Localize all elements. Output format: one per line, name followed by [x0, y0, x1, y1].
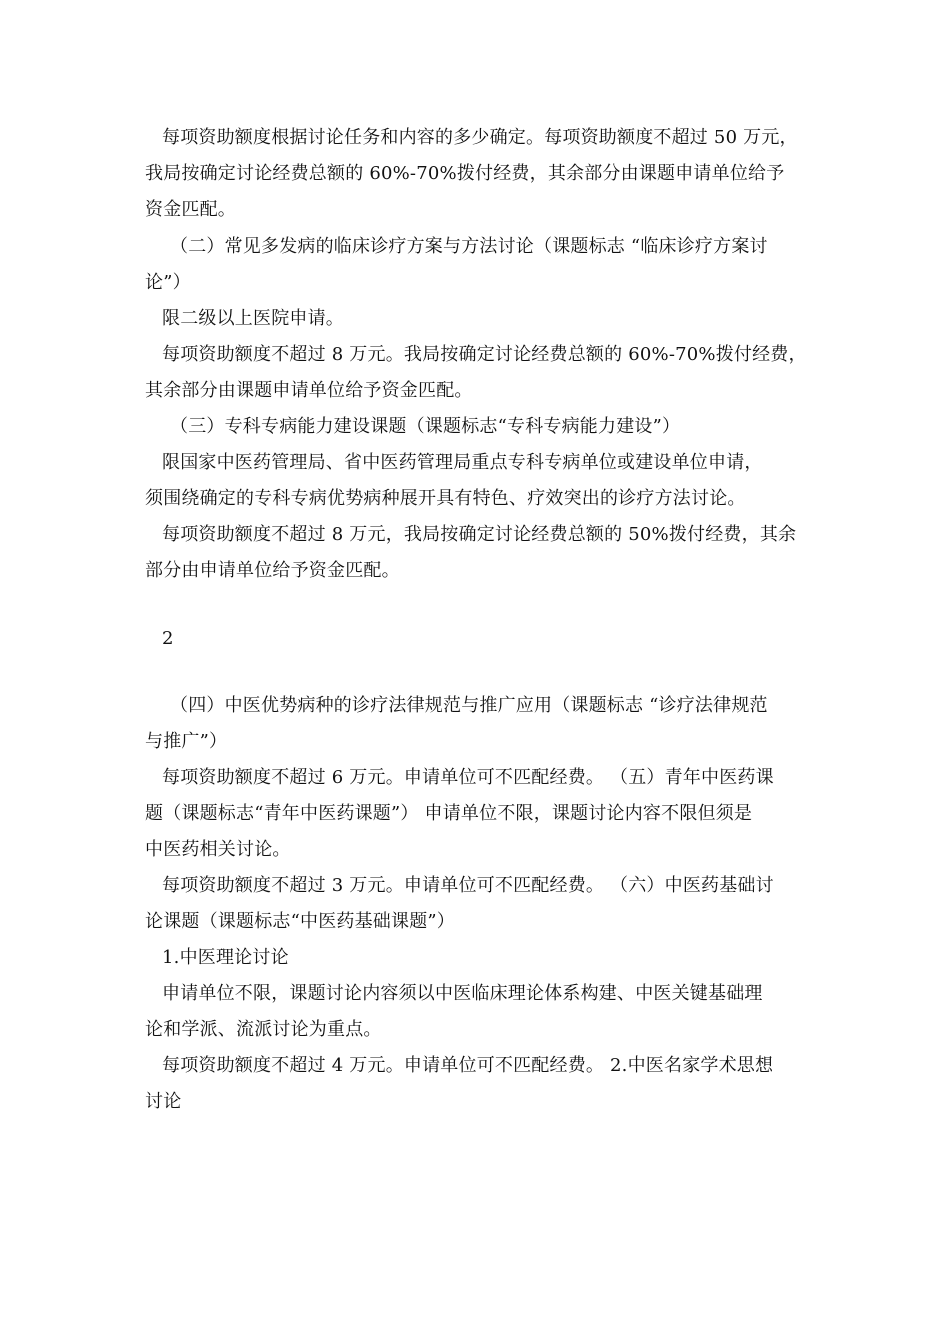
paragraph-line: 题（课题标志“青年中医药课题”） 申请单位不限，课题讨论内容不限但须是 [145, 803, 753, 824]
paragraph-line: 每项资助额度不超过 8 万元，我局按确定讨论经费总额的 50%拨付经费，其余 [162, 524, 797, 545]
paragraph-line: 每项资助额度不超过 3 万元。申请单位可不匹配经费。 （六）中医药基础讨 [162, 875, 774, 896]
paragraph-line: 每项资助额度不超过 8 万元。我局按确定讨论经费总额的 60%-70%拨付经费， [162, 344, 807, 365]
paragraph-line: 资金匹配。 [145, 199, 236, 220]
paragraph-line: 限二级以上医院申请。 [162, 308, 344, 329]
paragraph-line: 部分由申请单位给予资金匹配。 [145, 560, 400, 581]
paragraph-line: 我局按确定讨论经费总额的 60%-70%拨付经费，其余部分由课题申请单位给予 [145, 163, 785, 184]
paragraph-line: 其余部分由课题申请单位给予资金匹配。 [145, 380, 473, 401]
paragraph-line: 论和学派、流派讨论为重点。 [145, 1019, 382, 1040]
paragraph-line: 讨论 [145, 1091, 182, 1112]
paragraph-line: 每项资助额度不超过 6 万元。申请单位可不匹配经费。 （五）青年中医药课 [162, 767, 774, 788]
subsection-heading: 1.中医理论讨论 [162, 947, 289, 968]
paragraph-line: 每项资助额度不超过 4 万元。申请单位可不匹配经费。 2.中医名家学术思想 [162, 1055, 774, 1076]
paragraph-line: 须围绕确定的专科专病优势病种展开具有特色、疗效突出的诊疗方法讨论。 [145, 488, 746, 509]
section-heading-3: （三）专科专病能力建设课题（课题标志“专科专病能力建设”） [170, 416, 681, 437]
section-heading-2: （二）常见多发病的临床诊疗方案与方法讨论（课题标志 “临床诊疗方案讨 [170, 236, 768, 257]
paragraph-line: 限国家中医药管理局、省中医药管理局重点专科专病单位或建设单位申请， [162, 452, 763, 473]
paragraph-line: 申请单位不限，课题讨论内容须以中医临床理论体系构建、中医关键基础理 [162, 983, 763, 1004]
paragraph-line: 论”） [145, 272, 191, 293]
paragraph-line: 中医药相关讨论。 [145, 839, 291, 860]
section-heading-4: （四）中医优势病种的诊疗法律规范与推广应用（课题标志 “诊疗法律规范 [170, 695, 768, 716]
paragraph-line: 与推广”） [145, 731, 228, 752]
paragraph-line: 论课题（课题标志“中医药基础课题”） [145, 911, 456, 932]
paragraph-line: 每项资助额度根据讨论任务和内容的多少确定。每项资助额度不超过 50 万元， [162, 127, 798, 148]
page-number: 2 [162, 628, 174, 649]
